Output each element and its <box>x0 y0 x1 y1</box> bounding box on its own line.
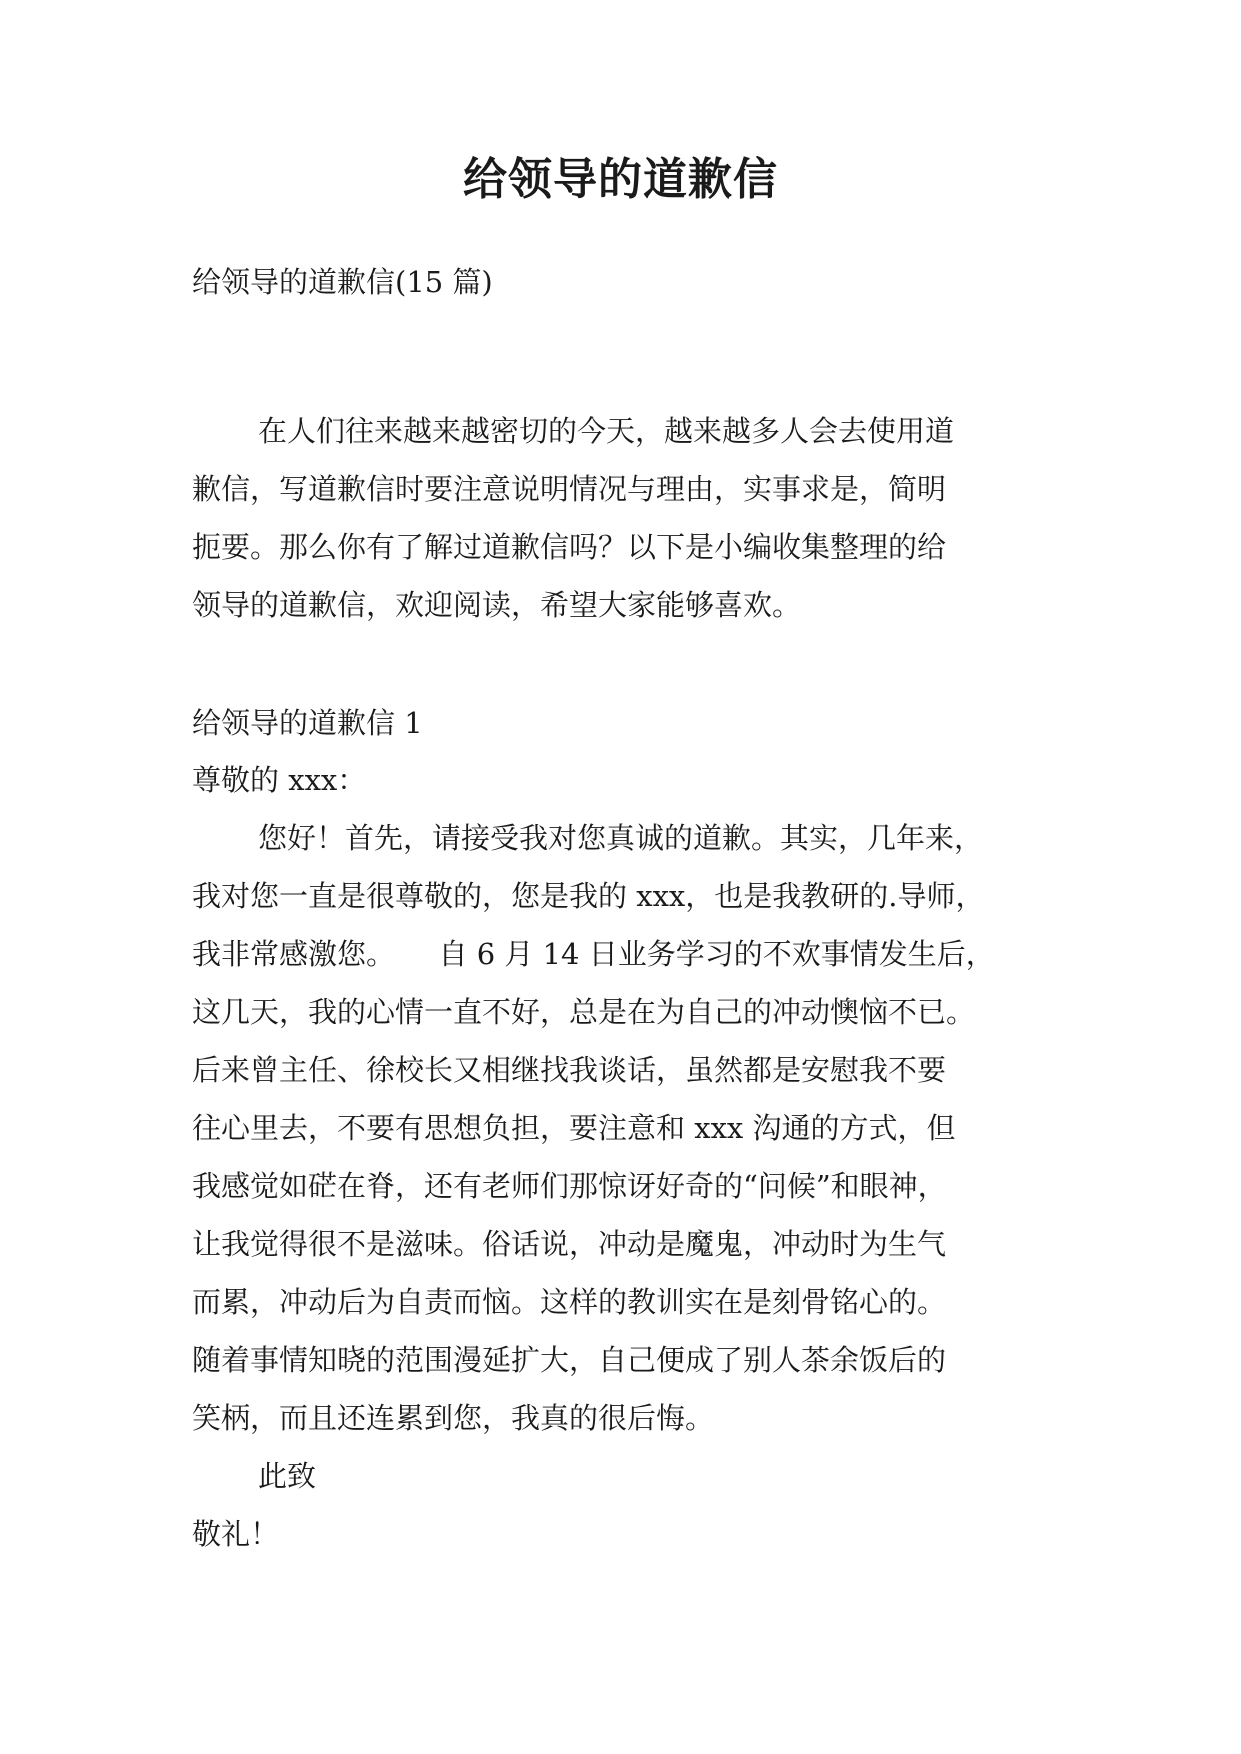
intro-line: 扼要。那么你有了解过道歉信吗？以下是小编收集整理的给 <box>192 530 947 564</box>
body-line: 随着事情知晓的范围漫延扩大，自己便成了别人茶余饭后的 <box>192 1343 947 1377</box>
intro-line: 歉信，写道歉信时要注意说明情况与理由，实事求是，简明 <box>192 472 947 506</box>
body-line: 往心里去，不要有思想负担，要注意和 xxx 沟通的方式，但 <box>192 1111 956 1145</box>
body-line: 让我觉得很不是滋味。俗话说，冲动是魔鬼，冲动时为生气 <box>192 1227 947 1261</box>
body-line: 而累，冲动后为自责而恼。这样的教训实在是刻骨铭心的。 <box>192 1285 947 1319</box>
body-line: 这几天，我的心情一直不好，总是在为自己的冲动懊恼不已。 <box>192 995 976 1029</box>
body-line: 后来曾主任、徐校长又相继找我谈话，虽然都是安慰我不要 <box>192 1053 947 1087</box>
salutation: 尊敬的 xxx： <box>192 763 367 797</box>
intro-line: 在人们往来越来越密切的今天，越来越多人会去使用道 <box>258 414 955 448</box>
closing-line: 此致 <box>258 1459 317 1493</box>
closing-salute: 敬礼！ <box>192 1517 280 1551</box>
section-heading: 给领导的道歉信 1 <box>192 706 423 740</box>
page-title: 给领导的道歉信 <box>463 154 778 205</box>
body-line: 笑柄，而且还连累到您，我真的很后悔。 <box>192 1401 715 1435</box>
body-line: 我对您一直是很尊敬的，您是我的 xxx，也是我教研的.导师， <box>192 879 985 913</box>
body-line: 我感觉如硭在脊，还有老师们那惊讶好奇的“问候”和眼神， <box>192 1169 947 1203</box>
intro-line: 领导的道歉信，欢迎阅读，希望大家能够喜欢。 <box>192 588 802 622</box>
body-line: 您好！首先，请接受我对您真诚的道歉。其实，几年来， <box>258 821 984 855</box>
body-line: 我非常感激您。 自 6 月 14 日业务学习的不欢事情发生后， <box>192 937 995 971</box>
subtitle: 给领导的道歉信(15 篇) <box>192 265 493 299</box>
